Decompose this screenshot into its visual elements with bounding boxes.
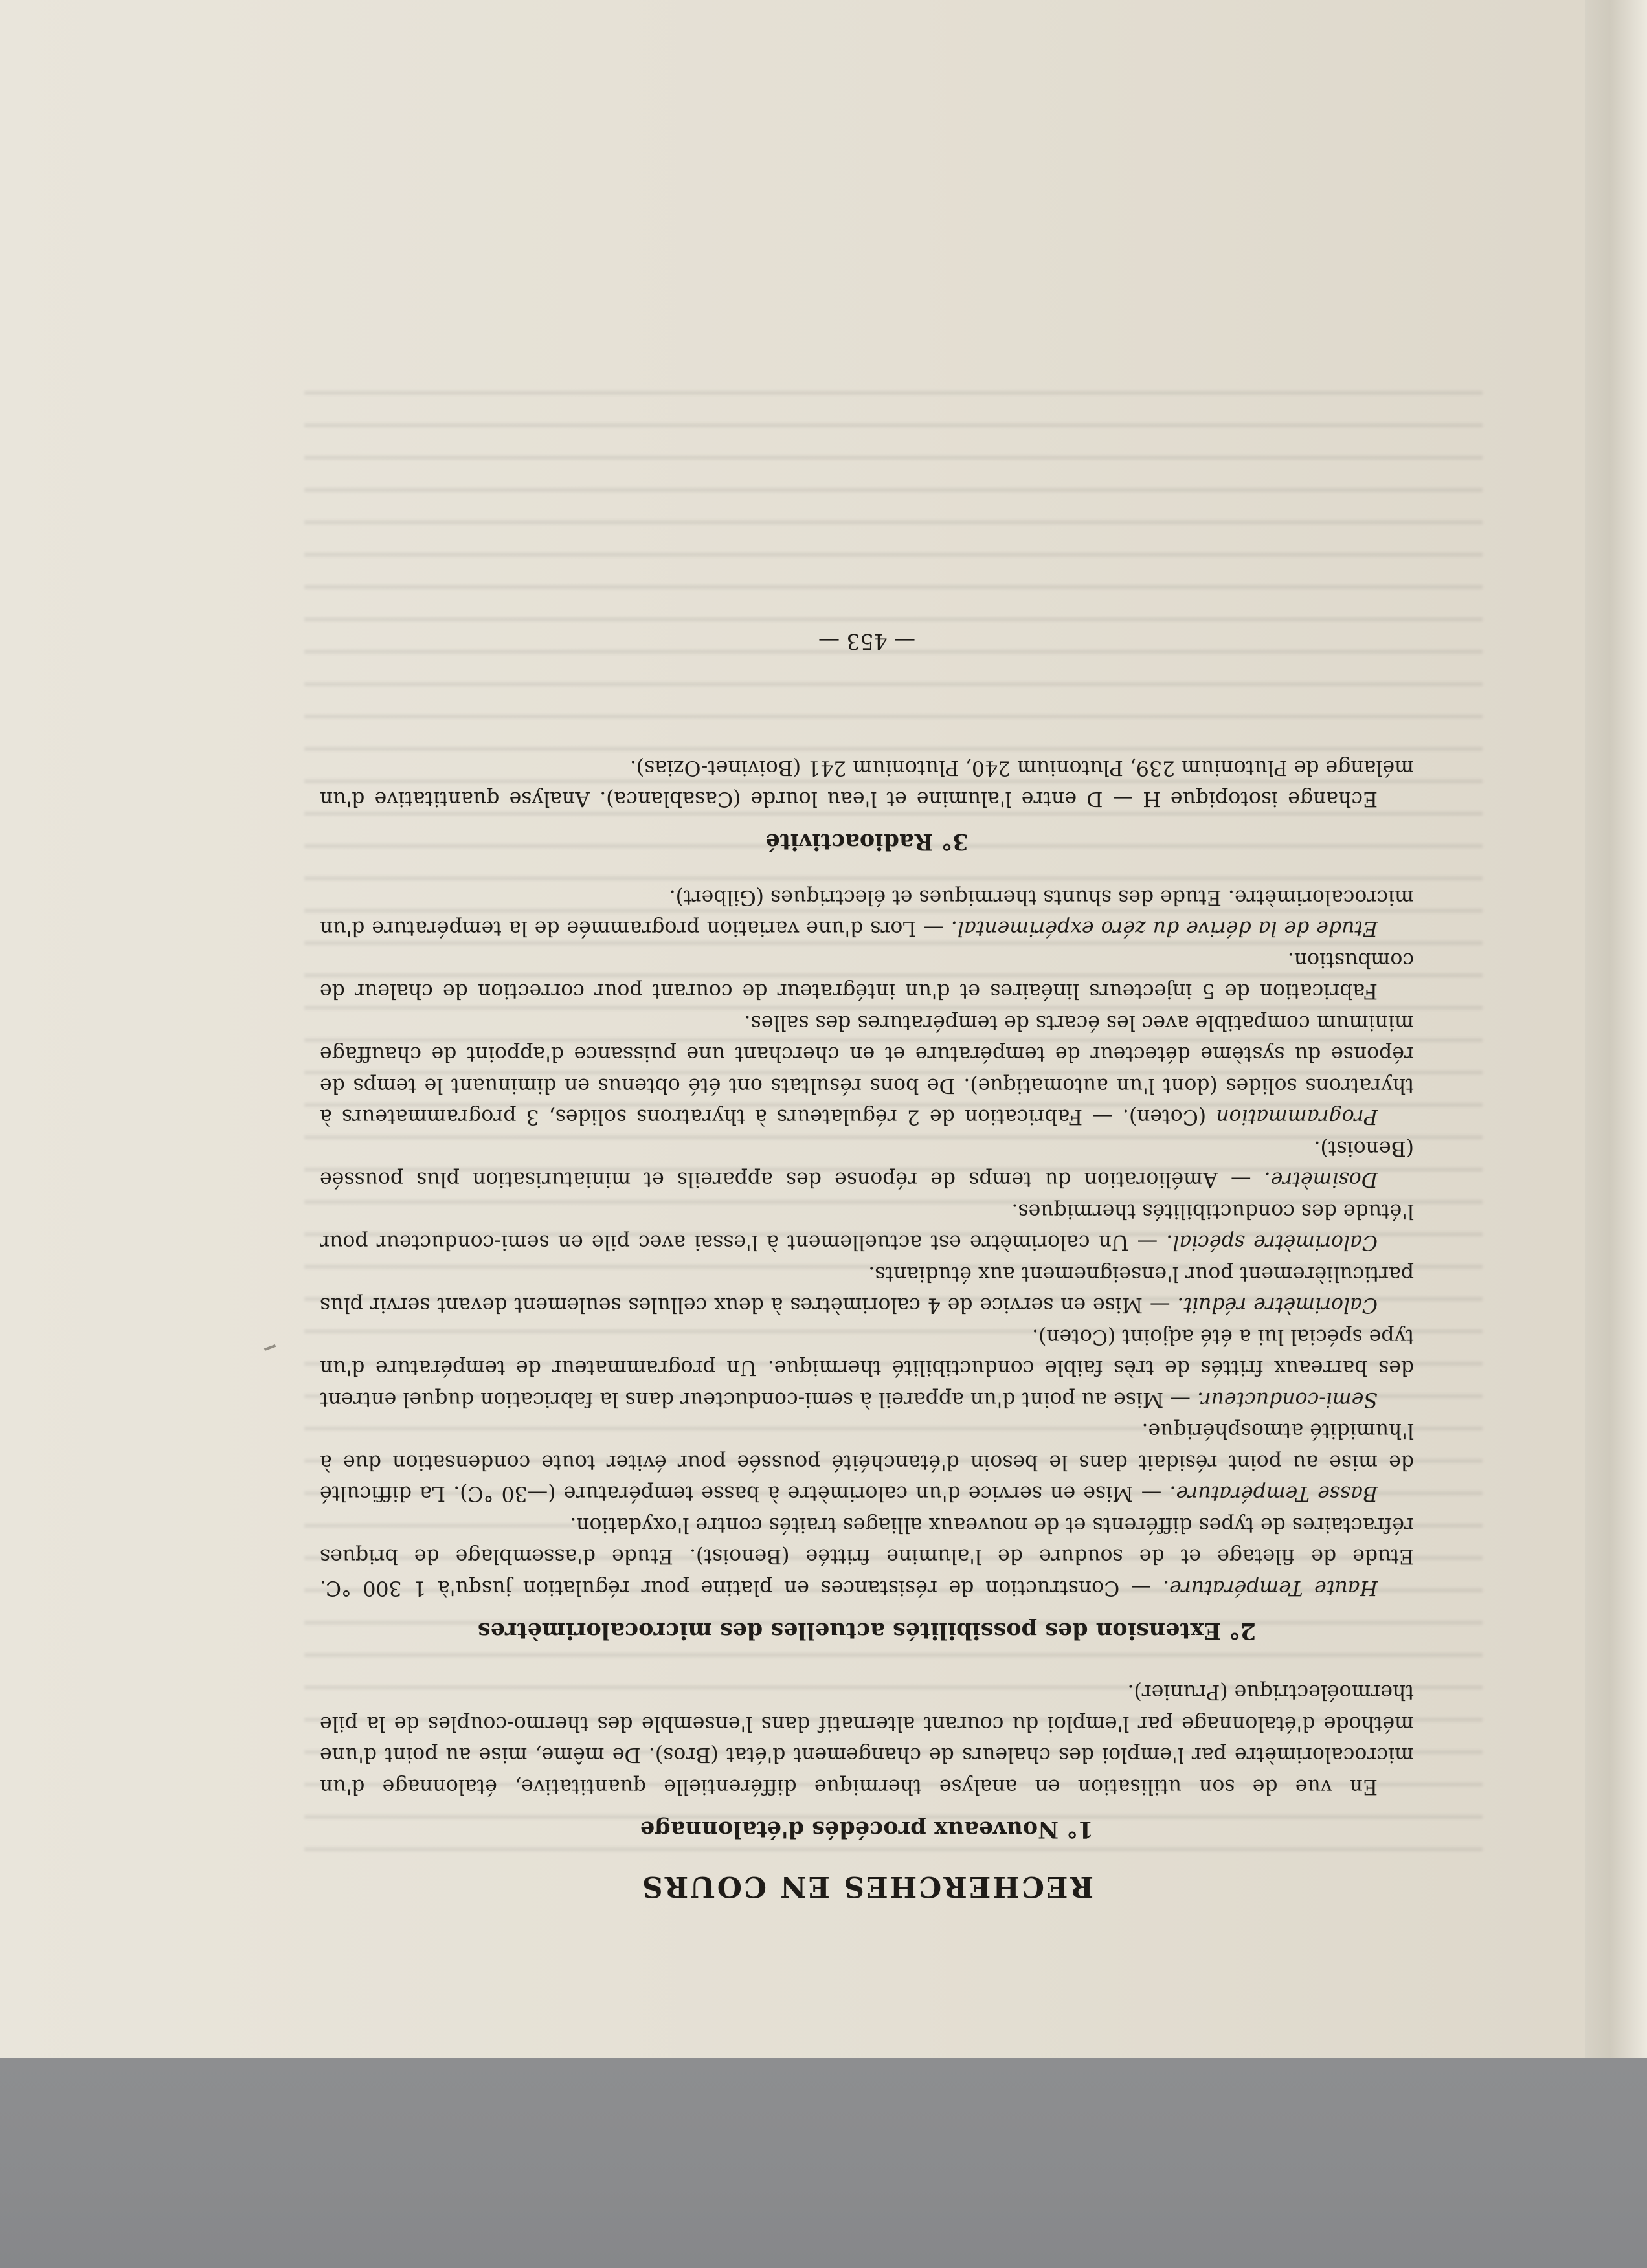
pencil-mark: [264, 1344, 276, 1351]
paragraph-text: — Amélioration du temps de réponse des appareils et miniaturisation plus poussée (Benoist).: [320, 1137, 1414, 1192]
section-heading-radioactivite: 3° Radioactivité: [765, 828, 969, 856]
paragraph-basse-temperature: [320, 1415, 1414, 1509]
page-number: — 453 —: [818, 629, 915, 655]
paragraph-dosimetre: [320, 1133, 1414, 1195]
paragraph-text: — Lors d'une variation programmée de la température d'un microcalorimètre. Etude des shunts thermiques et électriques (Gilbert).: [320, 885, 1414, 940]
paragraph-lead: Semi-conducteur.: [1197, 1388, 1378, 1411]
paragraph-haute-temperature: [320, 1509, 1414, 1604]
paragraph-text: — Mise au point d'un appareil à semi-conducteur dans la fabrication duquel entrent des barreaux frittés de très faible conductibilité thermique. Un programmateur de température d'un type spécial lui a été adjoint (Coten).: [320, 1325, 1414, 1411]
paragraph-semi-conducteur: [320, 1321, 1414, 1416]
paragraph-etalonnage: [320, 1676, 1414, 1802]
paragraph-calorimetre-special: [320, 1195, 1414, 1258]
paragraph-text: — Construction de résistances en platine pour régulation jusqu'à 1 300 °C. Etude de filetage et de soudure de l'alumine frittée (Benoist). Etude d'assemblage de briques réfractaires de types différents et de nouveaux alliages traités contre l'oxydation.: [320, 1513, 1414, 1599]
paragraph-lead: Calorimètre réduit.: [1177, 1293, 1378, 1317]
paragraph-text: — Un calorimètre est actuellement à l'essai avec pile en semi-conducteur pour l'étude des conductibilités thermiques.: [320, 1199, 1414, 1254]
paragraph-injecteurs: [320, 944, 1414, 1007]
paragraph-derive-zero: [320, 882, 1414, 944]
paragraph-text: — Mise en service d'un calorimètre à basse température (—30 °C). La difficulté de mise au point résidait dans le besoin d'étanchéité poussée pour éviter toute condensation due à l'humidité atmosphérique.: [320, 1419, 1414, 1506]
paragraph-programmation: [320, 1007, 1414, 1133]
rotated-text-block: [320, 194, 1414, 1903]
paragraph-lead: Programmation: [1216, 1105, 1378, 1129]
paragraph-lead: Basse Température.: [1169, 1482, 1378, 1506]
paragraph-calorimetre-reduit: [320, 1258, 1414, 1321]
page-title: RECHERCHES EN COURS: [640, 1870, 1094, 1903]
paragraph-text: En vue de son utilisation en analyse thermique différentielle quantitative, étalonnage d'un microcalorimètre par l'emploi des chaleurs de changement d'état (Bros). De même, mise au point d'une méthode d'étalonnage par l'emploi du courant alternatif dans l'ensemble des thermo-couples de la pile thermoélectrique (Prunier).: [320, 1680, 1414, 1798]
paragraph-text: (Coten). — Fabrication de 2 régulateurs à thyratrons solides, 3 programmateurs à thyratrons solides (dont l'un automatique). De bons résultats ont été obtenus en diminuant le temps de réponse du système détecteur de température et en cherchant une puissance d'appoint de chauffage minimum compatible avec les écarts de températures des salles.: [320, 1011, 1414, 1129]
paragraph-radioactivite: [320, 752, 1414, 815]
section-heading-etalonnage: 1° Nouveaux procédés d'étalonnage: [640, 1816, 1094, 1843]
paragraph-text: Fabrication de 5 injecteurs linéaires et d'un intégrateur de courant pour correction de chaleur de combustion.: [320, 948, 1414, 1003]
page-right-edge: [1585, 0, 1647, 2058]
scanner-bed-background: [0, 2058, 1647, 2268]
paragraph-lead: Calorimètre spécial.: [1166, 1230, 1378, 1254]
paragraph-text: — Mise en service de 4 calorimètres à deux cellules seulement devant servir plus particulièrement pour l'enseignement aux étudiants.: [320, 1262, 1414, 1317]
paragraph-text: Echange isotopique H — D entre l'alumine et l'eau lourde (Casablanca). Analyse quantitative d'un mélange de Plutonium 239, Plutonium 240, Plutonium 241 (Boivinet-Ozias).: [320, 756, 1414, 811]
section-heading-microcalorimetres: 2° Extension des possibilités actuelles des microcalorimètres: [477, 1618, 1257, 1644]
paragraph-lead: Etude de la dérive du zéro expérimental.: [950, 917, 1378, 940]
paragraph-lead: Haute Température.: [1163, 1576, 1378, 1599]
paragraph-lead: Dosimètre.: [1264, 1168, 1378, 1192]
